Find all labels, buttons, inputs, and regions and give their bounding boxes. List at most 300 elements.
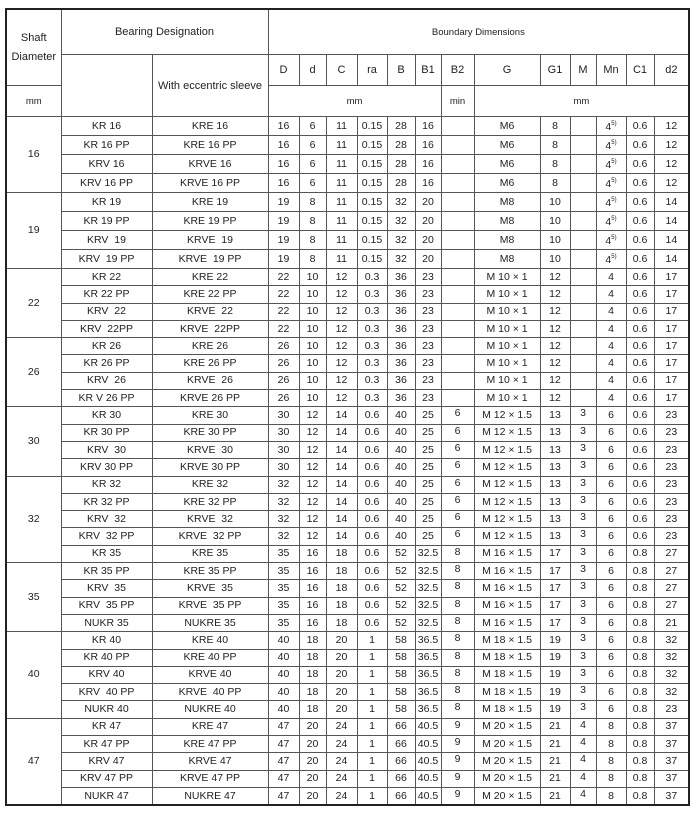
cell-g1: 19: [540, 684, 570, 701]
cell-d2: 17: [654, 269, 689, 286]
cell-b1: 36.5: [415, 701, 441, 718]
cell-d: 10: [299, 390, 326, 407]
cell-g: M 10 × 1: [474, 390, 540, 407]
cell-ra: 0.3: [357, 269, 387, 286]
cell-d: 12: [299, 476, 326, 493]
cell-b1: 25: [415, 459, 441, 476]
mn-value: 4: [605, 216, 612, 228]
mn-value: 6: [608, 495, 614, 508]
cell-c1: 0.8: [626, 632, 654, 649]
cell-c1: 0.8: [626, 614, 654, 631]
cell-c1: 0.6: [626, 476, 654, 493]
table-row: [6, 231, 689, 250]
eccentric-designation-cell: KRVE 26 PP: [152, 390, 268, 407]
cell-c: 24: [326, 718, 357, 735]
cell-m: 4: [570, 753, 596, 770]
cell-c: 12: [326, 269, 357, 286]
cell-ra: 0.15: [357, 212, 387, 231]
mn-value: 4: [605, 197, 612, 209]
cell-d: 35: [268, 614, 299, 631]
cell-d: 20: [299, 736, 326, 753]
cell-d2: 14: [654, 193, 689, 212]
cell-c1: 0.6: [626, 286, 654, 303]
cell-ra: 0.15: [357, 174, 387, 193]
bearing-designation-header: Bearing Designation: [61, 9, 268, 55]
cell-g: M6: [474, 155, 540, 174]
cell-mn: [596, 231, 626, 250]
cell-d2: 32: [654, 649, 689, 666]
table-row: [6, 459, 689, 476]
cell-c1: 0.6: [626, 193, 654, 212]
cell-m: 3: [570, 493, 596, 510]
cell-g: M8: [474, 250, 540, 269]
cell-mn: [596, 614, 626, 631]
cell-mn: [596, 136, 626, 155]
cell-b: 40: [387, 528, 415, 545]
table-row: [6, 787, 689, 805]
mn-value: 6: [608, 478, 614, 491]
cell-mn: [596, 580, 626, 597]
table-row: [6, 545, 689, 562]
shaft-diameter-header: Shaft Diameter: [6, 9, 61, 86]
cell-g: M8: [474, 193, 540, 212]
designation-cell: KR 30 PP: [61, 424, 152, 441]
cell-d: 6: [299, 174, 326, 193]
eccentric-designation-cell: KRVE 47: [152, 753, 268, 770]
cell-b2: [441, 303, 474, 320]
cell-d: 10: [299, 269, 326, 286]
cell-b1: 16: [415, 117, 441, 136]
designation-cell: KR 40 PP: [61, 649, 152, 666]
cell-b: 32: [387, 193, 415, 212]
table-row: [6, 372, 689, 389]
cell-d2: 17: [654, 390, 689, 407]
cell-b: 40: [387, 407, 415, 424]
cell-g: M 18 × 1.5: [474, 701, 540, 718]
cell-mn: [596, 787, 626, 805]
cell-d: 30: [268, 424, 299, 441]
cell-b: 52: [387, 545, 415, 562]
cell-d: 30: [268, 407, 299, 424]
cell-d: 18: [299, 666, 326, 683]
cell-g: M6: [474, 117, 540, 136]
cell-d2: 23: [654, 407, 689, 424]
cell-d: 16: [299, 614, 326, 631]
mn-value: 4: [605, 235, 612, 247]
cell-g: M 10 × 1: [474, 269, 540, 286]
designation-cell: KRV 19 PP: [61, 250, 152, 269]
cell-b1: 40.5: [415, 770, 441, 787]
cell-d: 19: [268, 212, 299, 231]
shaft-diameter-cell: 22: [6, 269, 61, 338]
cell-g: M 20 × 1.5: [474, 770, 540, 787]
cell-d2: 17: [654, 338, 689, 355]
boundary-dimensions-header: Boundary Dimensions: [268, 9, 689, 55]
cell-g: M 12 × 1.5: [474, 528, 540, 545]
cell-b: 36: [387, 390, 415, 407]
cell-g: M 12 × 1.5: [474, 459, 540, 476]
table-row: [6, 632, 689, 649]
cell-b2: 6: [441, 407, 474, 424]
cell-mn: [596, 286, 626, 303]
column-header-d2: d2: [654, 55, 689, 86]
cell-ra: 0.6: [357, 528, 387, 545]
designation-cell: KR 32 PP: [61, 493, 152, 510]
cell-c1: 0.8: [626, 545, 654, 562]
cell-d: 26: [268, 338, 299, 355]
eccentric-designation-cell: KRE 32: [152, 476, 268, 493]
mn-value: 6: [608, 564, 614, 577]
cell-mn: [596, 355, 626, 372]
cell-c1: 0.6: [626, 117, 654, 136]
cell-d2: 23: [654, 511, 689, 528]
cell-c1: 0.6: [626, 511, 654, 528]
cell-mn: [596, 424, 626, 441]
cell-c: 14: [326, 493, 357, 510]
cell-m: 3: [570, 528, 596, 545]
cell-g1: 12: [540, 269, 570, 286]
cell-m: 3: [570, 666, 596, 683]
eccentric-designation-cell: KRVE 16: [152, 155, 268, 174]
eccentric-designation-cell: KRE 16 PP: [152, 136, 268, 155]
cell-mn: [596, 649, 626, 666]
cell-b: 36: [387, 338, 415, 355]
bearing-spec-table: [5, 8, 690, 806]
cell-c: 20: [326, 649, 357, 666]
designation-cell: KRV 30 PP: [61, 459, 152, 476]
table-row: [6, 193, 689, 212]
footnote-marker: 5): [611, 216, 617, 222]
cell-g1: 21: [540, 718, 570, 735]
cell-d: 12: [299, 441, 326, 458]
designation-cell: KR 35 PP: [61, 563, 152, 580]
cell-g1: 17: [540, 597, 570, 614]
cell-g1: 21: [540, 736, 570, 753]
cell-b1: 20: [415, 231, 441, 250]
eccentric-designation-cell: KRVE 32: [152, 511, 268, 528]
table-row: [6, 407, 689, 424]
footnote-marker: 5): [611, 254, 617, 260]
unit-min-header: min: [441, 86, 474, 117]
cell-m: 3: [570, 701, 596, 718]
cell-ra: 0.6: [357, 424, 387, 441]
cell-b2: 8: [441, 684, 474, 701]
cell-c: 14: [326, 528, 357, 545]
cell-d: 10: [299, 303, 326, 320]
cell-g: M8: [474, 212, 540, 231]
cell-m: [570, 212, 596, 231]
cell-mn: [596, 545, 626, 562]
cell-d2: 37: [654, 787, 689, 805]
table-row: [6, 701, 689, 718]
cell-d2: 14: [654, 250, 689, 269]
cell-g: M 20 × 1.5: [474, 787, 540, 805]
cell-d: 6: [299, 155, 326, 174]
cell-d: 20: [299, 770, 326, 787]
cell-c1: 0.6: [626, 136, 654, 155]
cell-g: M6: [474, 136, 540, 155]
eccentric-designation-cell: KRE 35 PP: [152, 563, 268, 580]
designation-cell: NUKR 40: [61, 701, 152, 718]
cell-c: 12: [326, 338, 357, 355]
cell-d: 40: [268, 632, 299, 649]
cell-ra: 0.3: [357, 320, 387, 337]
eccentric-designation-cell: KRE 19 PP: [152, 212, 268, 231]
cell-ra: 1: [357, 770, 387, 787]
designation-cell: KR 19: [61, 193, 152, 212]
cell-m: 4: [570, 770, 596, 787]
cell-c: 18: [326, 614, 357, 631]
cell-d: 26: [268, 355, 299, 372]
cell-b: 36: [387, 286, 415, 303]
cell-mn: [596, 736, 626, 753]
cell-mn: [596, 770, 626, 787]
cell-d: 22: [268, 286, 299, 303]
cell-m: [570, 390, 596, 407]
eccentric-designation-cell: KRVE 26: [152, 372, 268, 389]
cell-b1: 16: [415, 136, 441, 155]
cell-c: 18: [326, 563, 357, 580]
footnote-marker: 5): [611, 140, 617, 146]
cell-d: 10: [299, 355, 326, 372]
designation-cell: KR 16: [61, 117, 152, 136]
cell-mn: [596, 390, 626, 407]
cell-b2: 6: [441, 424, 474, 441]
eccentric-designation-cell: KRVE 32 PP: [152, 528, 268, 545]
cell-d: 47: [268, 770, 299, 787]
cell-d2: 12: [654, 117, 689, 136]
cell-c: 12: [326, 372, 357, 389]
designation-cell: KRV 32 PP: [61, 528, 152, 545]
unit-mm-header-right: mm: [474, 86, 689, 117]
cell-mn: [596, 666, 626, 683]
cell-mn: [596, 528, 626, 545]
cell-c1: 0.6: [626, 174, 654, 193]
cell-b1: 40.5: [415, 718, 441, 735]
cell-b1: 23: [415, 320, 441, 337]
cell-g: M 16 × 1.5: [474, 597, 540, 614]
cell-g: M 16 × 1.5: [474, 580, 540, 597]
designation-cell: NUKR 35: [61, 614, 152, 631]
cell-b: 40: [387, 459, 415, 476]
cell-g: M 20 × 1.5: [474, 736, 540, 753]
cell-c: 11: [326, 174, 357, 193]
cell-g1: 10: [540, 212, 570, 231]
table-row: [6, 476, 689, 493]
table-row: [6, 770, 689, 787]
cell-b: 28: [387, 155, 415, 174]
mn-value: 6: [608, 633, 614, 646]
cell-d: 16: [299, 597, 326, 614]
designation-cell: NUKR 47: [61, 787, 152, 805]
cell-b2: 6: [441, 493, 474, 510]
cell-m: 3: [570, 614, 596, 631]
cell-d: 32: [268, 476, 299, 493]
cell-d2: 12: [654, 136, 689, 155]
cell-m: [570, 155, 596, 174]
cell-mn: [596, 493, 626, 510]
eccentric-designation-cell: KRVE 35 PP: [152, 597, 268, 614]
mn-value: 4: [605, 178, 612, 190]
cell-b1: 40.5: [415, 753, 441, 770]
cell-m: [570, 231, 596, 250]
cell-d2: 23: [654, 701, 689, 718]
designation-cell: KRV 40 PP: [61, 684, 152, 701]
eccentric-designation-cell: KRE 40: [152, 632, 268, 649]
cell-ra: 0.15: [357, 193, 387, 212]
designation-cell: KRV 16: [61, 155, 152, 174]
mn-value: 6: [608, 512, 614, 525]
cell-b: 36: [387, 355, 415, 372]
cell-d: 8: [299, 231, 326, 250]
cell-g1: 13: [540, 424, 570, 441]
cell-c: 12: [326, 355, 357, 372]
designation-cell: KR 30: [61, 407, 152, 424]
eccentric-designation-cell: KRE 40 PP: [152, 649, 268, 666]
cell-g1: 8: [540, 136, 570, 155]
cell-d2: 32: [654, 666, 689, 683]
cell-b1: 25: [415, 493, 441, 510]
eccentric-designation-cell: KRVE 19: [152, 231, 268, 250]
cell-ra: 1: [357, 632, 387, 649]
cell-g: M 10 × 1: [474, 320, 540, 337]
mn-value: 4: [608, 374, 614, 387]
cell-m: 3: [570, 632, 596, 649]
cell-b2: 6: [441, 441, 474, 458]
mn-value: 8: [608, 754, 614, 767]
cell-b: 52: [387, 580, 415, 597]
cell-d: 10: [299, 372, 326, 389]
cell-d2: 14: [654, 212, 689, 231]
cell-b1: 32.5: [415, 614, 441, 631]
cell-b2: 8: [441, 580, 474, 597]
cell-b1: 16: [415, 155, 441, 174]
table-row: [6, 355, 689, 372]
cell-d: 10: [299, 286, 326, 303]
cell-d2: 37: [654, 718, 689, 735]
cell-c: 12: [326, 320, 357, 337]
designation-cell: KR 19 PP: [61, 212, 152, 231]
cell-c: 20: [326, 701, 357, 718]
column-header-g1: G1: [540, 55, 570, 86]
cell-mn: [596, 684, 626, 701]
footnote-marker: 5): [611, 178, 617, 184]
cell-d: 16: [268, 174, 299, 193]
cell-b2: [441, 338, 474, 355]
designation-cell: KRV 35: [61, 580, 152, 597]
cell-b2: [441, 231, 474, 250]
cell-c: 11: [326, 136, 357, 155]
cell-d: 18: [299, 632, 326, 649]
cell-b1: 20: [415, 250, 441, 269]
cell-b: 58: [387, 649, 415, 666]
cell-d: 10: [299, 320, 326, 337]
eccentric-designation-cell: KRVE 40 PP: [152, 684, 268, 701]
eccentric-designation-cell: KRE 32 PP: [152, 493, 268, 510]
mn-value: 6: [608, 616, 614, 629]
cell-d2: 23: [654, 441, 689, 458]
cell-d: 47: [268, 718, 299, 735]
designation-cell: KR 26: [61, 338, 152, 355]
cell-c: 12: [326, 303, 357, 320]
cell-mn: [596, 174, 626, 193]
cell-g: M 16 × 1.5: [474, 563, 540, 580]
column-header-g: G: [474, 55, 540, 86]
cell-g1: 13: [540, 476, 570, 493]
cell-c: 14: [326, 407, 357, 424]
cell-d2: 23: [654, 493, 689, 510]
cell-d: 30: [268, 441, 299, 458]
cell-b1: 25: [415, 407, 441, 424]
cell-b1: 40.5: [415, 787, 441, 805]
cell-c: 11: [326, 212, 357, 231]
cell-b1: 36.5: [415, 649, 441, 666]
cell-ra: 0.6: [357, 493, 387, 510]
cell-g1: 12: [540, 372, 570, 389]
cell-c: 24: [326, 736, 357, 753]
cell-b1: 23: [415, 269, 441, 286]
designation-cell: KR 16 PP: [61, 136, 152, 155]
cell-d2: 17: [654, 355, 689, 372]
table-row: [6, 666, 689, 683]
mn-value: 4: [608, 339, 614, 352]
cell-b2: 9: [441, 736, 474, 753]
cell-c: 12: [326, 286, 357, 303]
cell-b1: 32.5: [415, 597, 441, 614]
cell-m: 3: [570, 459, 596, 476]
cell-d2: 17: [654, 286, 689, 303]
cell-c1: 0.6: [626, 250, 654, 269]
table-row: [6, 753, 689, 770]
cell-c1: 0.6: [626, 303, 654, 320]
cell-b2: 9: [441, 770, 474, 787]
cell-g1: 13: [540, 407, 570, 424]
cell-d: 10: [299, 338, 326, 355]
cell-g1: 17: [540, 563, 570, 580]
cell-c1: 0.6: [626, 528, 654, 545]
table-row: [6, 212, 689, 231]
table-row: [6, 174, 689, 193]
mn-value: 4: [608, 322, 614, 335]
cell-g1: 13: [540, 511, 570, 528]
cell-c1: 0.8: [626, 649, 654, 666]
cell-b: 32: [387, 231, 415, 250]
cell-d: 12: [299, 459, 326, 476]
cell-d: 8: [299, 212, 326, 231]
designation-cell: KR 32: [61, 476, 152, 493]
cell-m: 3: [570, 649, 596, 666]
cell-c1: 0.6: [626, 212, 654, 231]
cell-b1: 25: [415, 424, 441, 441]
cell-b1: 25: [415, 441, 441, 458]
cell-ra: 0.15: [357, 117, 387, 136]
cell-d: 16: [268, 155, 299, 174]
cell-b1: 23: [415, 372, 441, 389]
cell-ra: 0.6: [357, 511, 387, 528]
cell-b1: 32.5: [415, 563, 441, 580]
cell-mn: [596, 753, 626, 770]
cell-d2: 27: [654, 545, 689, 562]
cell-mn: [596, 511, 626, 528]
cell-c1: 0.8: [626, 701, 654, 718]
mn-value: 6: [608, 651, 614, 664]
cell-g1: 19: [540, 649, 570, 666]
eccentric-designation-cell: KRE 26: [152, 338, 268, 355]
table-row: [6, 269, 689, 286]
cell-ra: 1: [357, 718, 387, 735]
eccentric-designation-cell: KRE 22: [152, 269, 268, 286]
eccentric-designation-cell: KRVE 22PP: [152, 320, 268, 337]
